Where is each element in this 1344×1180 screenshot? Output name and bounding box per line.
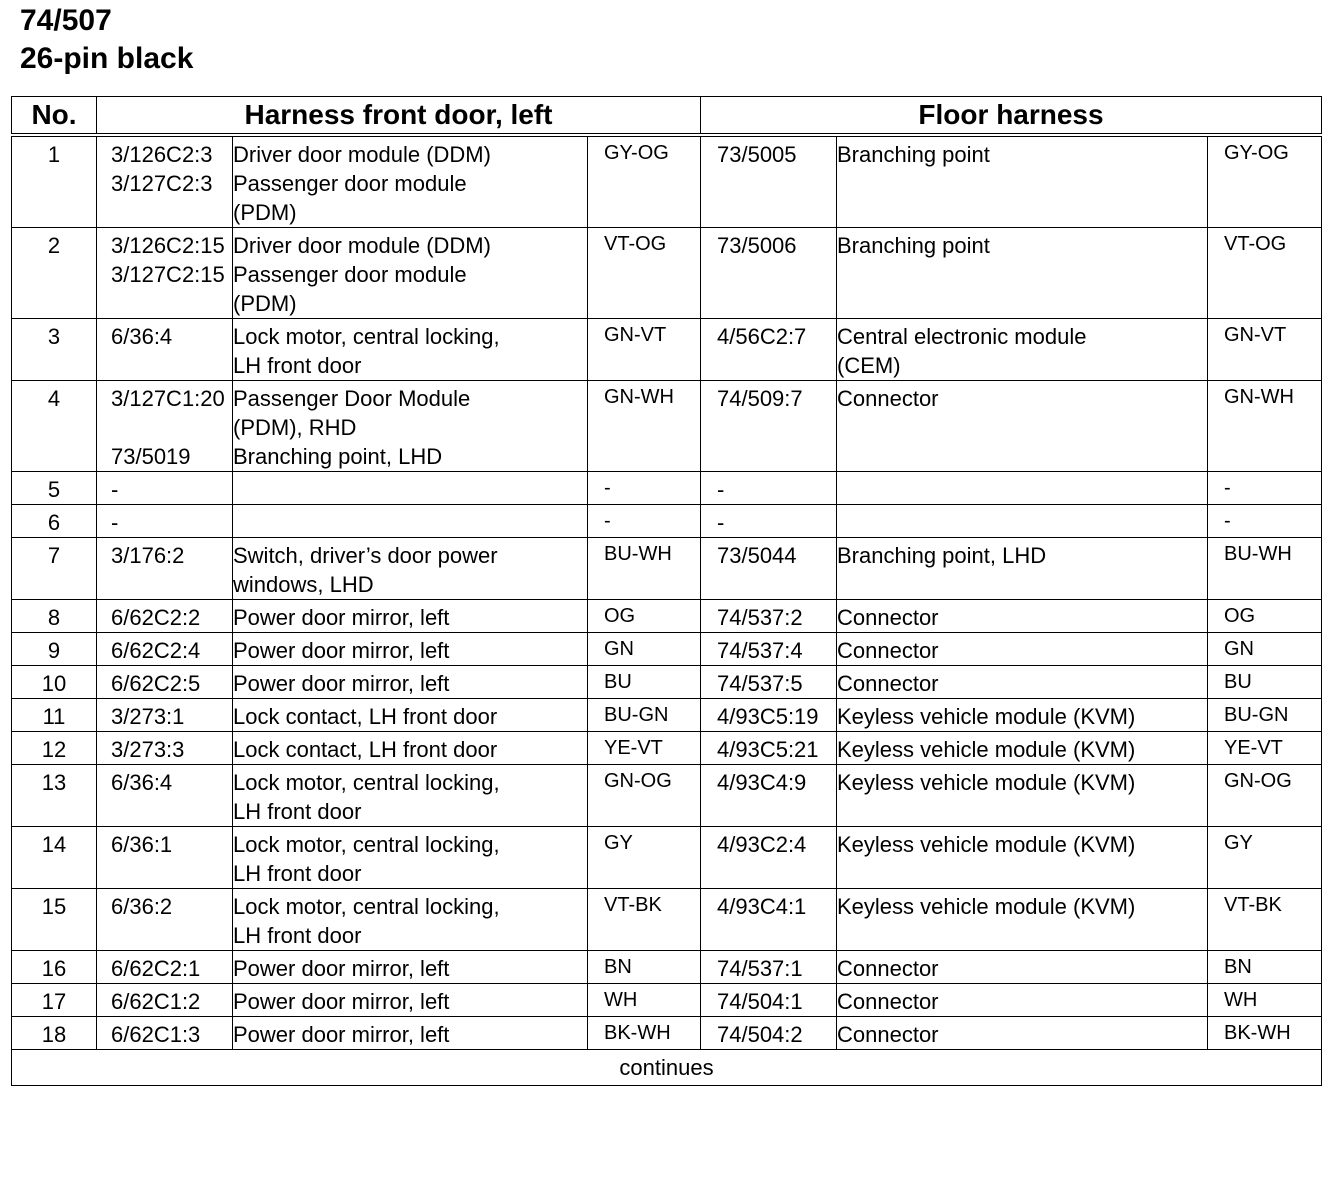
floor-harness-code: - xyxy=(717,477,725,502)
floor-harness-code-cell xyxy=(701,984,837,1017)
floor-harness-code: 4/93C4:9 xyxy=(717,770,807,795)
floor-harness-code: 74/537:1 xyxy=(717,956,803,981)
left-harness-description: Power door mirror, left xyxy=(233,989,450,1014)
pin-number: 11 xyxy=(12,699,97,732)
left-harness-code: 3/127C2:15 xyxy=(111,262,225,287)
continues-note: continues xyxy=(12,1050,1322,1086)
floor-wire-color: OG xyxy=(1208,600,1322,633)
floor-harness-description: Keyless vehicle module (KVM) xyxy=(837,770,1136,795)
floor-wire-color: BN xyxy=(1208,951,1322,984)
left-harness-code xyxy=(111,797,232,826)
table-footer-row xyxy=(12,1050,1322,1086)
floor-wire-color: GN-OG xyxy=(1208,765,1322,827)
floor-harness-code: 74/504:1 xyxy=(717,989,803,1014)
floor-harness-description-cell xyxy=(837,889,1208,951)
floor-harness-description-cell xyxy=(837,600,1208,633)
left-harness-codes xyxy=(97,732,233,765)
left-harness-codes xyxy=(97,472,233,505)
floor-harness-code: 4/93C2:4 xyxy=(717,832,807,857)
left-harness-description: LH front door xyxy=(233,861,362,886)
floor-harness-description: Connector xyxy=(837,638,939,663)
floor-harness-description-cell xyxy=(837,319,1208,381)
pin-number: 3 xyxy=(12,319,97,381)
pin-number: 6 xyxy=(12,505,97,538)
floor-harness-code: 74/509:7 xyxy=(717,386,803,411)
left-harness-codes xyxy=(97,1017,233,1050)
floor-harness-code: 4/93C4:1 xyxy=(717,894,807,919)
pin-assignment-table xyxy=(11,96,1322,1086)
left-harness-description: Passenger door module xyxy=(233,262,467,287)
left-wire-color: GN-OG xyxy=(588,765,701,827)
table-row xyxy=(12,699,1322,732)
connector-description: 26-pin black xyxy=(20,42,194,75)
floor-harness-description-cell xyxy=(837,984,1208,1017)
pin-number: 15 xyxy=(12,889,97,951)
floor-harness-description: Keyless vehicle module (KVM) xyxy=(837,894,1136,919)
floor-harness-description: Branching point, LHD xyxy=(837,543,1047,568)
left-harness-code: 6/62C2:1 xyxy=(111,956,201,981)
left-harness-code: 3/126C2:15 xyxy=(111,233,225,258)
left-wire-color: VT-OG xyxy=(588,228,701,319)
page-heading xyxy=(20,2,193,78)
table-row xyxy=(12,472,1322,505)
pin-number: 10 xyxy=(12,666,97,699)
table-row xyxy=(12,135,1322,228)
left-harness-codes xyxy=(97,319,233,381)
floor-harness-code-cell xyxy=(701,381,837,472)
floor-wire-color: YE-VT xyxy=(1208,732,1322,765)
left-harness-codes xyxy=(97,699,233,732)
left-harness-code: - xyxy=(111,477,119,502)
floor-harness-description-cell xyxy=(837,505,1208,538)
floor-harness-code-cell xyxy=(701,472,837,505)
left-harness-descriptions xyxy=(233,1017,588,1050)
left-harness-code: 6/62C1:2 xyxy=(111,989,201,1014)
floor-wire-color: - xyxy=(1208,472,1322,505)
header-no: No. xyxy=(12,97,97,136)
connector-id: 74/507 xyxy=(20,4,112,37)
table-row xyxy=(12,228,1322,319)
left-harness-descriptions xyxy=(233,538,588,600)
table-row xyxy=(12,984,1322,1017)
floor-harness-code-cell xyxy=(701,228,837,319)
table-row xyxy=(12,765,1322,827)
left-harness-code xyxy=(111,198,232,227)
floor-wire-color: BK-WH xyxy=(1208,1017,1322,1050)
floor-harness-description: Branching point xyxy=(837,142,990,167)
table-row xyxy=(12,538,1322,600)
left-harness-description: Switch, driver’s door power xyxy=(233,543,498,568)
left-wire-color: YE-VT xyxy=(588,732,701,765)
left-harness-description: LH front door xyxy=(233,353,362,378)
left-harness-description: Driver door module (DDM) xyxy=(233,142,491,167)
left-harness-description: Lock motor, central locking, xyxy=(233,894,500,919)
table-row xyxy=(12,381,1322,472)
left-harness-descriptions xyxy=(233,472,588,505)
table-row xyxy=(12,951,1322,984)
left-harness-description: Power door mirror, left xyxy=(233,671,450,696)
floor-wire-color: GN-VT xyxy=(1208,319,1322,381)
left-harness-descriptions xyxy=(233,889,588,951)
left-harness-code: 3/273:3 xyxy=(111,737,185,762)
left-harness-description: Lock contact, LH front door xyxy=(233,704,498,729)
left-harness-code: 3/127C2:3 xyxy=(111,171,213,196)
left-harness-description: (PDM) xyxy=(233,200,297,225)
floor-harness-code-cell xyxy=(701,538,837,600)
left-harness-code xyxy=(111,289,232,318)
pin-number: 9 xyxy=(12,633,97,666)
floor-harness-code: - xyxy=(717,510,725,535)
floor-harness-description-cell xyxy=(837,472,1208,505)
floor-harness-code-cell xyxy=(701,600,837,633)
left-harness-code: 6/36:4 xyxy=(111,770,173,795)
floor-harness-code-cell xyxy=(701,827,837,889)
left-wire-color: OG xyxy=(588,600,701,633)
left-harness-codes xyxy=(97,538,233,600)
floor-wire-color: BU xyxy=(1208,666,1322,699)
left-harness-code: 6/36:4 xyxy=(111,324,173,349)
left-harness-description: Passenger Door Module xyxy=(233,386,471,411)
left-harness-codes xyxy=(97,666,233,699)
floor-harness-code-cell xyxy=(701,765,837,827)
floor-wire-color: BU-GN xyxy=(1208,699,1322,732)
left-harness-description: Power door mirror, left xyxy=(233,956,450,981)
floor-wire-color: VT-OG xyxy=(1208,228,1322,319)
left-harness-description: windows, LHD xyxy=(233,572,374,597)
left-harness-code: - xyxy=(111,510,119,535)
pin-number: 8 xyxy=(12,600,97,633)
left-wire-color: WH xyxy=(588,984,701,1017)
left-harness-code: 6/36:1 xyxy=(111,832,173,857)
left-harness-code xyxy=(111,859,232,888)
floor-harness-description-cell xyxy=(837,951,1208,984)
left-wire-color: GN-WH xyxy=(588,381,701,472)
pin-number: 4 xyxy=(12,381,97,472)
floor-harness-description: Connector xyxy=(837,1022,939,1047)
floor-harness-description: Keyless vehicle module (KVM) xyxy=(837,704,1136,729)
left-harness-code: 73/5019 xyxy=(111,444,191,469)
floor-harness-code: 73/5044 xyxy=(717,543,797,568)
floor-harness-description-cell xyxy=(837,538,1208,600)
left-harness-descriptions xyxy=(233,135,588,228)
left-harness-description xyxy=(233,508,587,537)
floor-harness-code-cell xyxy=(701,732,837,765)
floor-harness-description-cell xyxy=(837,666,1208,699)
left-harness-descriptions xyxy=(233,600,588,633)
table-row xyxy=(12,889,1322,951)
left-harness-code xyxy=(111,570,232,599)
pin-number: 18 xyxy=(12,1017,97,1050)
left-harness-codes xyxy=(97,951,233,984)
left-harness-code: 3/273:1 xyxy=(111,704,185,729)
left-wire-color: GN xyxy=(588,633,701,666)
floor-harness-description-cell xyxy=(837,1017,1208,1050)
left-harness-code: 3/126C2:3 xyxy=(111,142,213,167)
left-harness-code: 6/62C1:3 xyxy=(111,1022,201,1047)
floor-harness-code: 4/93C5:21 xyxy=(717,737,819,762)
left-harness-descriptions xyxy=(233,666,588,699)
floor-harness-description: Keyless vehicle module (KVM) xyxy=(837,832,1136,857)
left-harness-description: Passenger door module xyxy=(233,171,467,196)
floor-harness-description-cell xyxy=(837,699,1208,732)
floor-harness-description: Central electronic module xyxy=(837,324,1087,349)
floor-harness-description-cell xyxy=(837,827,1208,889)
floor-wire-color: VT-BK xyxy=(1208,889,1322,951)
floor-harness-description: Connector xyxy=(837,671,939,696)
floor-harness-code-cell xyxy=(701,1017,837,1050)
floor-harness-description-cell xyxy=(837,135,1208,228)
left-harness-codes xyxy=(97,827,233,889)
floor-harness-code: 73/5006 xyxy=(717,233,797,258)
floor-harness-description-cell xyxy=(837,228,1208,319)
floor-wire-color: - xyxy=(1208,505,1322,538)
left-harness-descriptions xyxy=(233,827,588,889)
floor-wire-color: WH xyxy=(1208,984,1322,1017)
floor-harness-code: 4/93C5:19 xyxy=(717,704,819,729)
left-harness-descriptions xyxy=(233,984,588,1017)
left-harness-codes xyxy=(97,765,233,827)
table-row xyxy=(12,633,1322,666)
left-harness-descriptions xyxy=(233,951,588,984)
left-harness-code: 3/176:2 xyxy=(111,543,185,568)
left-harness-description: Branching point, LHD xyxy=(233,444,443,469)
floor-wire-color: GY-OG xyxy=(1208,135,1322,228)
left-harness-codes xyxy=(97,135,233,228)
floor-harness-description: Branching point xyxy=(837,233,990,258)
left-harness-code xyxy=(111,921,232,950)
pin-number: 1 xyxy=(12,135,97,228)
left-wire-color: GN-VT xyxy=(588,319,701,381)
table-row xyxy=(12,319,1322,381)
floor-harness-description-cell xyxy=(837,381,1208,472)
left-harness-descriptions xyxy=(233,319,588,381)
floor-harness-code-cell xyxy=(701,699,837,732)
header-harness-front-door-left: Harness front door, left xyxy=(97,97,701,136)
floor-harness-code-cell xyxy=(701,951,837,984)
pin-number: 16 xyxy=(12,951,97,984)
table-row xyxy=(12,666,1322,699)
left-harness-description: Power door mirror, left xyxy=(233,605,450,630)
left-wire-color: VT-BK xyxy=(588,889,701,951)
floor-wire-color: GN xyxy=(1208,633,1322,666)
table-row xyxy=(12,732,1322,765)
floor-harness-description-cell xyxy=(837,765,1208,827)
left-harness-codes xyxy=(97,381,233,472)
left-harness-descriptions xyxy=(233,505,588,538)
left-harness-description: (PDM), RHD xyxy=(233,415,357,440)
pin-number: 2 xyxy=(12,228,97,319)
left-harness-code: 6/62C2:4 xyxy=(111,638,201,663)
left-harness-description: Power door mirror, left xyxy=(233,1022,450,1047)
left-harness-descriptions xyxy=(233,228,588,319)
floor-harness-code-cell xyxy=(701,505,837,538)
floor-harness-description: Connector xyxy=(837,386,939,411)
floor-harness-description xyxy=(837,475,1207,504)
floor-harness-code-cell xyxy=(701,666,837,699)
left-harness-description: Lock contact, LH front door xyxy=(233,737,498,762)
floor-harness-description-cell xyxy=(837,732,1208,765)
floor-harness-description: Keyless vehicle module (KVM) xyxy=(837,737,1136,762)
left-harness-description xyxy=(233,475,587,504)
floor-harness-code-cell xyxy=(701,135,837,228)
left-harness-code xyxy=(111,351,232,380)
floor-harness-code-cell xyxy=(701,633,837,666)
floor-harness-code: 74/537:4 xyxy=(717,638,803,663)
left-harness-descriptions xyxy=(233,381,588,472)
left-harness-codes xyxy=(97,984,233,1017)
table-row xyxy=(12,1017,1322,1050)
floor-harness-description: Connector xyxy=(837,989,939,1014)
left-harness-descriptions xyxy=(233,765,588,827)
left-harness-codes xyxy=(97,633,233,666)
left-harness-description: Lock motor, central locking, xyxy=(233,324,500,349)
left-harness-description: (PDM) xyxy=(233,291,297,316)
left-wire-color: BN xyxy=(588,951,701,984)
pin-number: 5 xyxy=(12,472,97,505)
left-harness-code: 3/127C1:20 xyxy=(111,386,225,411)
floor-harness-code: 4/56C2:7 xyxy=(717,324,807,349)
left-harness-code: 6/36:2 xyxy=(111,894,173,919)
floor-harness-description: Connector xyxy=(837,956,939,981)
floor-wire-color: GN-WH xyxy=(1208,381,1322,472)
left-harness-code: 6/62C2:5 xyxy=(111,671,201,696)
left-harness-descriptions xyxy=(233,732,588,765)
floor-harness-code: 74/504:2 xyxy=(717,1022,803,1047)
left-harness-description: Driver door module (DDM) xyxy=(233,233,491,258)
header-floor-harness: Floor harness xyxy=(701,97,1322,136)
left-wire-color: BU-GN xyxy=(588,699,701,732)
pin-number: 12 xyxy=(12,732,97,765)
floor-wire-color: GY xyxy=(1208,827,1322,889)
floor-harness-code-cell xyxy=(701,319,837,381)
floor-wire-color: BU-WH xyxy=(1208,538,1322,600)
left-harness-codes xyxy=(97,600,233,633)
left-wire-color: - xyxy=(588,505,701,538)
left-wire-color: GY-OG xyxy=(588,135,701,228)
floor-harness-description: Connector xyxy=(837,605,939,630)
left-harness-codes xyxy=(97,228,233,319)
left-harness-code: 6/62C2:2 xyxy=(111,605,201,630)
left-wire-color: BU xyxy=(588,666,701,699)
left-harness-description: Lock motor, central locking, xyxy=(233,832,500,857)
table-row xyxy=(12,827,1322,889)
left-wire-color: - xyxy=(588,472,701,505)
floor-harness-description: (CEM) xyxy=(837,353,901,378)
left-harness-description: Lock motor, central locking, xyxy=(233,770,500,795)
floor-harness-code: 74/537:2 xyxy=(717,605,803,630)
left-wire-color: BK-WH xyxy=(588,1017,701,1050)
floor-harness-code: 73/5005 xyxy=(717,142,797,167)
pin-number: 17 xyxy=(12,984,97,1017)
floor-harness-code: 74/537:5 xyxy=(717,671,803,696)
left-harness-descriptions xyxy=(233,699,588,732)
left-harness-description: LH front door xyxy=(233,923,362,948)
left-harness-code xyxy=(111,413,232,442)
left-harness-description: Power door mirror, left xyxy=(233,638,450,663)
table-header-row xyxy=(12,97,1322,136)
left-harness-descriptions xyxy=(233,633,588,666)
floor-harness-description xyxy=(837,508,1207,537)
floor-harness-description-cell xyxy=(837,633,1208,666)
table-row xyxy=(12,505,1322,538)
pin-number: 7 xyxy=(12,538,97,600)
floor-harness-code-cell xyxy=(701,889,837,951)
left-wire-color: BU-WH xyxy=(588,538,701,600)
left-wire-color: GY xyxy=(588,827,701,889)
pin-number: 14 xyxy=(12,827,97,889)
table-body xyxy=(12,135,1322,1050)
left-harness-codes xyxy=(97,505,233,538)
pin-number: 13 xyxy=(12,765,97,827)
left-harness-codes xyxy=(97,889,233,951)
table-row xyxy=(12,600,1322,633)
floor-harness-code xyxy=(717,351,836,380)
left-harness-description: LH front door xyxy=(233,799,362,824)
